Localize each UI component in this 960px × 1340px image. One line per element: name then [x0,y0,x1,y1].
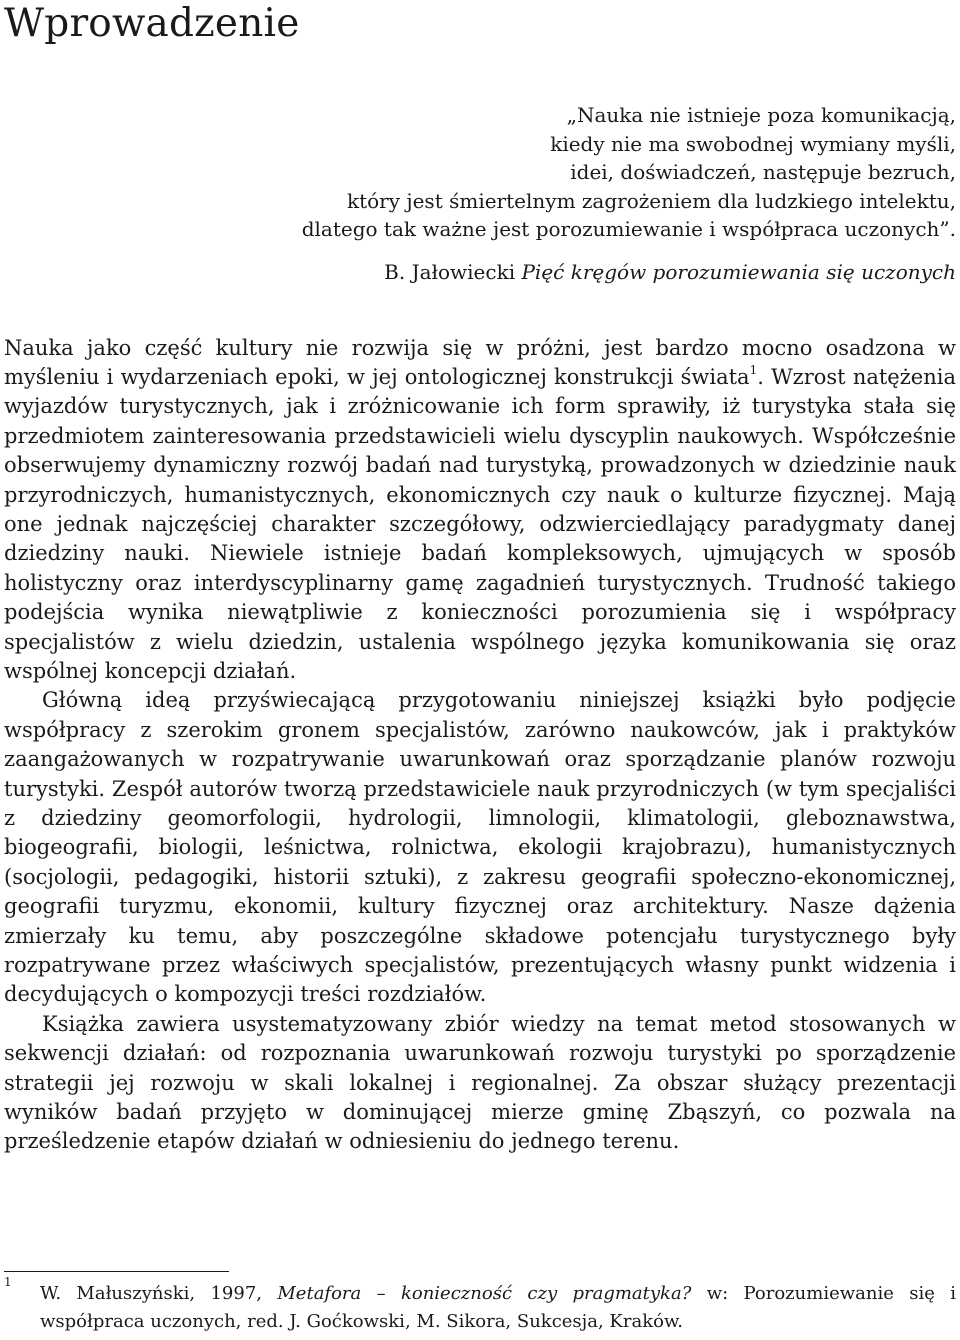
epigraph-line: „Nauka nie istnieje poza komunikacją, [566,103,956,127]
epigraph-line: dlatego tak ważne jest porozumiewanie i współpraca uczonych”. [301,217,956,241]
footnote-text-start: W. Małuszyński, 1997, [40,1283,278,1304]
epigraph-line: idei, doświadczeń, następuje bezruch, [570,160,956,184]
paragraph-3: Książka zawiera usystematyzowany zbiór wiedzy na temat metod stosowanych w sekwencji działań: od rozpoznania uwarunkowań rozwoju turystyki po sporządzenie strategii jej rozwoju w skali lokalnej i regionalnej. Za obszar służący prezentacji wyników badań przyjęto w dominującej mierze gminę Zbąszyń, co pozwala na prześledzenie etapów działań w odniesieniu do jednego terenu. [4,1011,956,1154]
chapter-title: Wprowadzenie [4,1,300,46]
footnote-reference[interactable]: 1 [749,362,758,377]
epigraph-line: kiedy nie ma swobodnej wymiany myśli, [550,131,956,156]
footnote-text-end: w: Porozumiewanie się i współpraca uczonych, red. J. Goćkowski, M. Sikora, Sukcesja, Kraków. [40,1283,956,1332]
footnote [4,1275,956,1336]
body-text [4,334,956,1157]
paragraph-1-text-continued: . Wzrost natężenia wyjazdów turystycznych, jak i zróżnicowanie ich form sprawiły, iż turystyka stała się przedmiotem zainteresowania przedstawicieli wielu dyscyplin naukowych. Współcześnie obserwujemy dynamiczny rozwój badań nad turystyką, prowadzonych w dziedzinie nauk przyrodniczych, humanistycznych, ekonomicznych czy nauk o kulturze fizycznej. Mają one jednak najczęściej charakter szczegółowy, odzwierciedlający paradygmaty danej dziedziny nauki. Niewiele istnieje badań kompleksowych, ujmujących w sposób holistyczny oraz interdyscyplinarny gamę zagadnień turystycznych. Trudność takiego podejścia wynika niewątpliwie z konieczności porozumienia się i współpracy specjalistów z wielu dziedzin, ustalenia wspólnego języka komunikowania się oraz wspólnej koncepcji działań. [4,364,956,683]
epigraph-work-title: Pięć kręgów porozumiewania się uczonych [521,259,956,284]
epigraph-quote [4,101,956,244]
epigraph-line: który jest śmiertelnym zagrożeniem dla ludzkiego intelektu, [346,188,956,213]
footnote-number: 1 [4,1275,12,1289]
epigraph-attribution [4,258,956,286]
epigraph-author: B. Jałowiecki [384,259,516,284]
paragraph-1-text: Nauka jako część kultury nie rozwija się w próżni, jest bardzo mocno osadzona w myśleniu i wydarzeniach epoki, w jej ontologicznej konstrukcji świata [4,335,956,389]
paragraph-1 [4,334,956,687]
footnote-separator [4,1271,229,1272]
paragraph-2: Główną ideą przyświecającą przygotowaniu niniejszej książki było podjęcie współpracy z szerokim gronem specjalistów, zarówno naukowców, jak i praktyków zaangażowanych w rozpatrywanie uwarunkowań oraz sporządzanie planów rozwoju turystyki. Zespół autorów tworzą przedstawiciele nauk przyrodniczych (w tym specjaliści z dziedziny geomorfologii, hydrologii, limnologii, klimatologii, gleboznawstwa, biogeografii, biologii, leśnictwa, rolnictwa, ekologii krajobrazu), humanistycznych (socjologii, pedagogiki, historii sztuki), z zakresu geografii społeczno-ekonomicznej, geografii turyzmu, ekonomii, kultury fizycznej oraz architektury. Nasze dążenia zmierzały ku temu, aby poszczególne składowe potencjału turystycznego były rozpatrywane przez właściwych specjalistów, prezentujących własny punkt widzenia i decydujących o kompozycji treści rozdziałów. [4,688,956,1007]
footnote-text [4,1280,956,1336]
footnote-cited-title: Metafora – konieczność czy pragmatyka? [277,1283,692,1304]
